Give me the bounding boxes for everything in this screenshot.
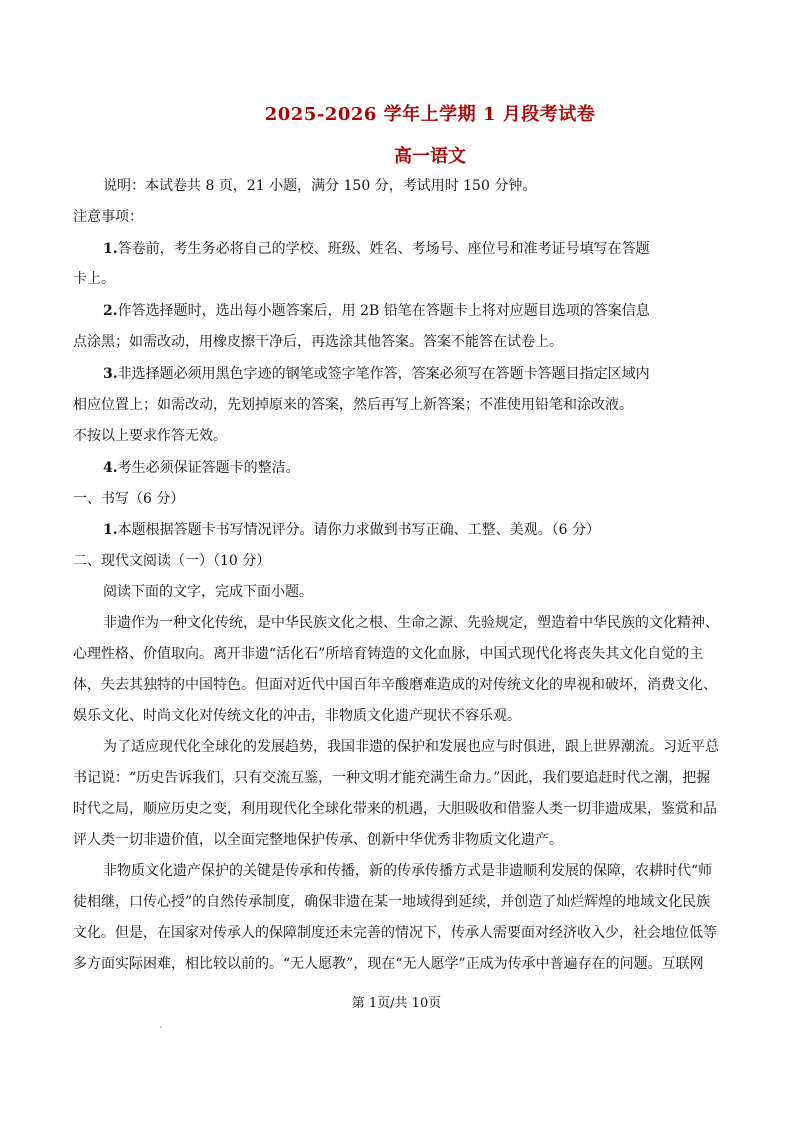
scan-speck — [160, 1026, 162, 1028]
notice-item-1-cont: 卡上。 — [73, 271, 115, 287]
reading-intro: 阅读下面的文字，完成下面小题。 — [103, 584, 313, 600]
passage-line: 娱乐文化、时尚文化对传统文化的冲击，非物质文化遗产现状不容乐观。 — [73, 708, 521, 724]
question-text: 本题根据答题卡书写情况评分。请你力求做到书写正确、工整、美观。（6 分） — [117, 522, 600, 538]
notice-item-2 — [103, 302, 650, 320]
passage-line: 评人类一切非遗价值，以全面完整地保护传承、创新中华优秀非物质文化遗产。 — [73, 832, 563, 848]
passage-line: 非物质文化遗产保护的关键是传承和传播，新的传承传播方式是非遗顺利发展的保障，农耕时代“师 — [103, 863, 713, 879]
passage-line: 徒相继，口传心授”的自然传承制度，确保非遗在某一地域得到延续，并创造了灿烂辉煌的地域文化民族 — [73, 894, 711, 910]
section-2-heading: 二、现代文阅读（一）（10 分） — [73, 553, 271, 569]
item-number: 1. — [103, 241, 118, 257]
section-1-heading: 一、书写（6 分） — [73, 491, 185, 507]
passage-line: 为了适应现代化全球化的发展趋势，我国非遗的保护和发展也应与时俱进，跟上世界潮流。习近平总 — [103, 739, 719, 755]
passage-line: 体，失去其独特的中国特色。但面对近代中国百年辛酸磨难造成的对传统文化的卑视和破坏，消费文化、 — [73, 677, 717, 693]
notice-item-3-cont2: 不按以上要求作答无效。 — [73, 428, 227, 444]
passage-line: 文化。但是，在国家对传承人的保障制度还未完善的情况下，传承人需要面对经济收入少，社会地位低等 — [73, 925, 717, 941]
item-number: 4. — [103, 460, 118, 476]
passage-line: 非遗作为一种文化传统，是中华民族文化之根、生命之源、先验规定，塑造着中华民族的文化精神、 — [103, 615, 719, 631]
passage-line: 书记说：“历史告诉我们，只有交流互鉴，一种文明才能充满生命力。”因此，我们要追赶时代之潮，把握 — [73, 770, 711, 786]
subject-title: 高一语文 — [394, 146, 466, 167]
question-number: 1. — [103, 522, 118, 538]
exam-title: 2025-2026 学年上学期 1 月段考试卷 — [264, 104, 596, 125]
page-number: 第 1页/共 10页 — [351, 996, 442, 1011]
notice-item-3 — [103, 365, 650, 383]
item-number: 2. — [103, 303, 118, 319]
item-text: 作答选择题时，选出每小题答案后，用 2B 铅笔在答题卡上将对应题目选项的答案信息 — [117, 303, 650, 319]
notice-item-3-cont: 相应位置上；如需改动，先划掉原来的答案，然后再写上新答案；不准使用铅笔和涂改液。 — [73, 397, 633, 413]
passage-line: 多方面实际困难，相比较以前的。“无人愿教”，现在“无人愿学”正成为传承中普遍存在的问题。互联网 — [73, 956, 704, 972]
notice-item-2-cont: 点涂黑；如需改动，用橡皮擦干净后，再选涂其他答案。答案不能答在试卷上。 — [73, 334, 563, 350]
item-number: 3. — [103, 366, 118, 382]
item-text: 考生必须保证答题卡的整洁。 — [117, 460, 300, 476]
item-text: 非选择题必须用黑色字迹的钢笔或签字笔作答，答案必须写在答题卡答题目指定区域内 — [117, 366, 650, 382]
item-text: 答卷前，考生务必将自己的学校、班级、姓名、考场号、座位号和准考证号填写在答题 — [117, 241, 650, 257]
exam-note: 说明：本试卷共 8 页，21 小题，满分 150 分，考试用时 150 分钟。 — [103, 178, 537, 194]
passage-line: 时代之局，顺应历史之变，利用现代化全球化带来的机遇，大胆吸收和借鉴人类一切非遗成果，鉴赏和品 — [73, 801, 717, 817]
notice-item-1 — [103, 240, 650, 258]
notice-heading: 注意事项： — [73, 209, 143, 225]
notice-item-4 — [103, 459, 300, 477]
question-1 — [103, 521, 600, 539]
passage-line: 心理性格、价值取向。离开非遗“活化石”所培育铸造的文化血脉，中国式现代化将丧失其文化自觉的主 — [73, 646, 704, 662]
